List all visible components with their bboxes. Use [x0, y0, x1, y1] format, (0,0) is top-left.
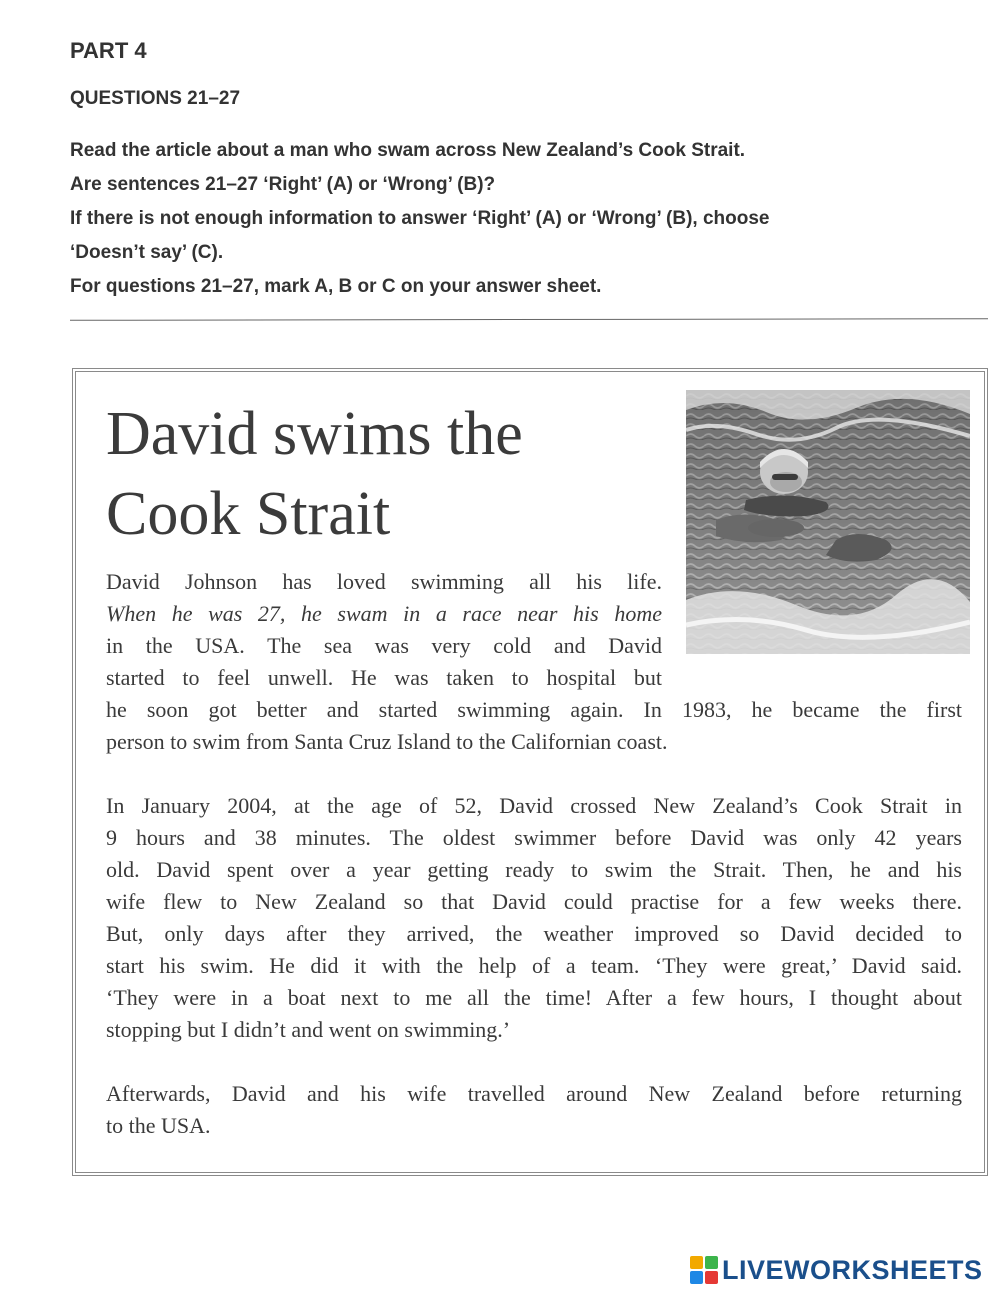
instruction-line: For questions 21–27, mark A, B or C on your answer sheet.: [70, 276, 602, 297]
article-title-line: David swims the: [106, 400, 523, 468]
logo-square: [690, 1256, 703, 1269]
article-title-line: Cook Strait: [106, 480, 391, 548]
article-line: But, only days after they arrived, the weather improved so David decided to: [106, 921, 962, 946]
instruction-line: Read the article about a man who swam across New Zealand’s Cook Strait.: [70, 140, 746, 161]
instruction-line: If there is not enough information to answer ‘Right’ (A) or ‘Wrong’ (B), choose: [70, 208, 770, 229]
article-line: David Johnson has loved swimming all his life.: [106, 569, 662, 594]
article-box: [72, 368, 988, 1176]
article-line: When he was 27, he swam in a race near his home: [106, 601, 662, 626]
article-line: 9 hours and 38 minutes. The oldest swimmer before David was only 42 years: [106, 825, 962, 850]
article-body: [106, 566, 966, 1142]
article-title: [106, 394, 646, 554]
logo-squares-icon: [690, 1256, 718, 1284]
divider: [70, 318, 988, 321]
article-line: person to swim from Santa Cruz Island to the Californian coast.: [106, 729, 668, 754]
instruction-line: Are sentences 21–27 ‘Right’ (A) or ‘Wrong’ (B)?: [70, 174, 496, 195]
logo-square: [705, 1256, 718, 1269]
logo-square: [690, 1271, 703, 1284]
article-line: start his swim. He did it with the help of a team. ‘They were great,’ David said.: [106, 953, 962, 978]
article-line: started to feel unwell. He was taken to hospital but: [106, 665, 662, 690]
article-line: In January 2004, at the age of 52, David crossed New Zealand’s Cook Strait in: [106, 793, 962, 818]
liveworksheets-logo[interactable]: [690, 1252, 983, 1288]
questions-heading: QUESTIONS 21–27: [70, 88, 241, 109]
article-line: wife flew to New Zealand so that David could practise for a few weeks there.: [106, 889, 962, 914]
article-line: in the USA. The sea was very cold and David: [106, 633, 662, 658]
logo-text: LIVEWORKSHEETS: [722, 1254, 983, 1285]
article-line: stopping but I didn’t and went on swimming.’: [106, 1017, 511, 1042]
logo-square: [705, 1271, 718, 1284]
instruction-line: ‘Doesn’t say’ (C).: [70, 242, 224, 263]
article-line: Afterwards, David and his wife travelled around New Zealand before returning: [106, 1081, 962, 1106]
article-line: he soon got better and started swimming again. In 1983, he became the first: [106, 697, 962, 722]
instructions: [70, 134, 970, 304]
article-line: ‘They were in a boat next to me all the time! After a few hours, I thought about: [106, 985, 962, 1010]
part-heading: PART 4: [70, 38, 147, 63]
article-line: old. David spent over a year getting ready to swim the Strait. Then, he and his: [106, 857, 962, 882]
article-line: to the USA.: [106, 1113, 211, 1138]
